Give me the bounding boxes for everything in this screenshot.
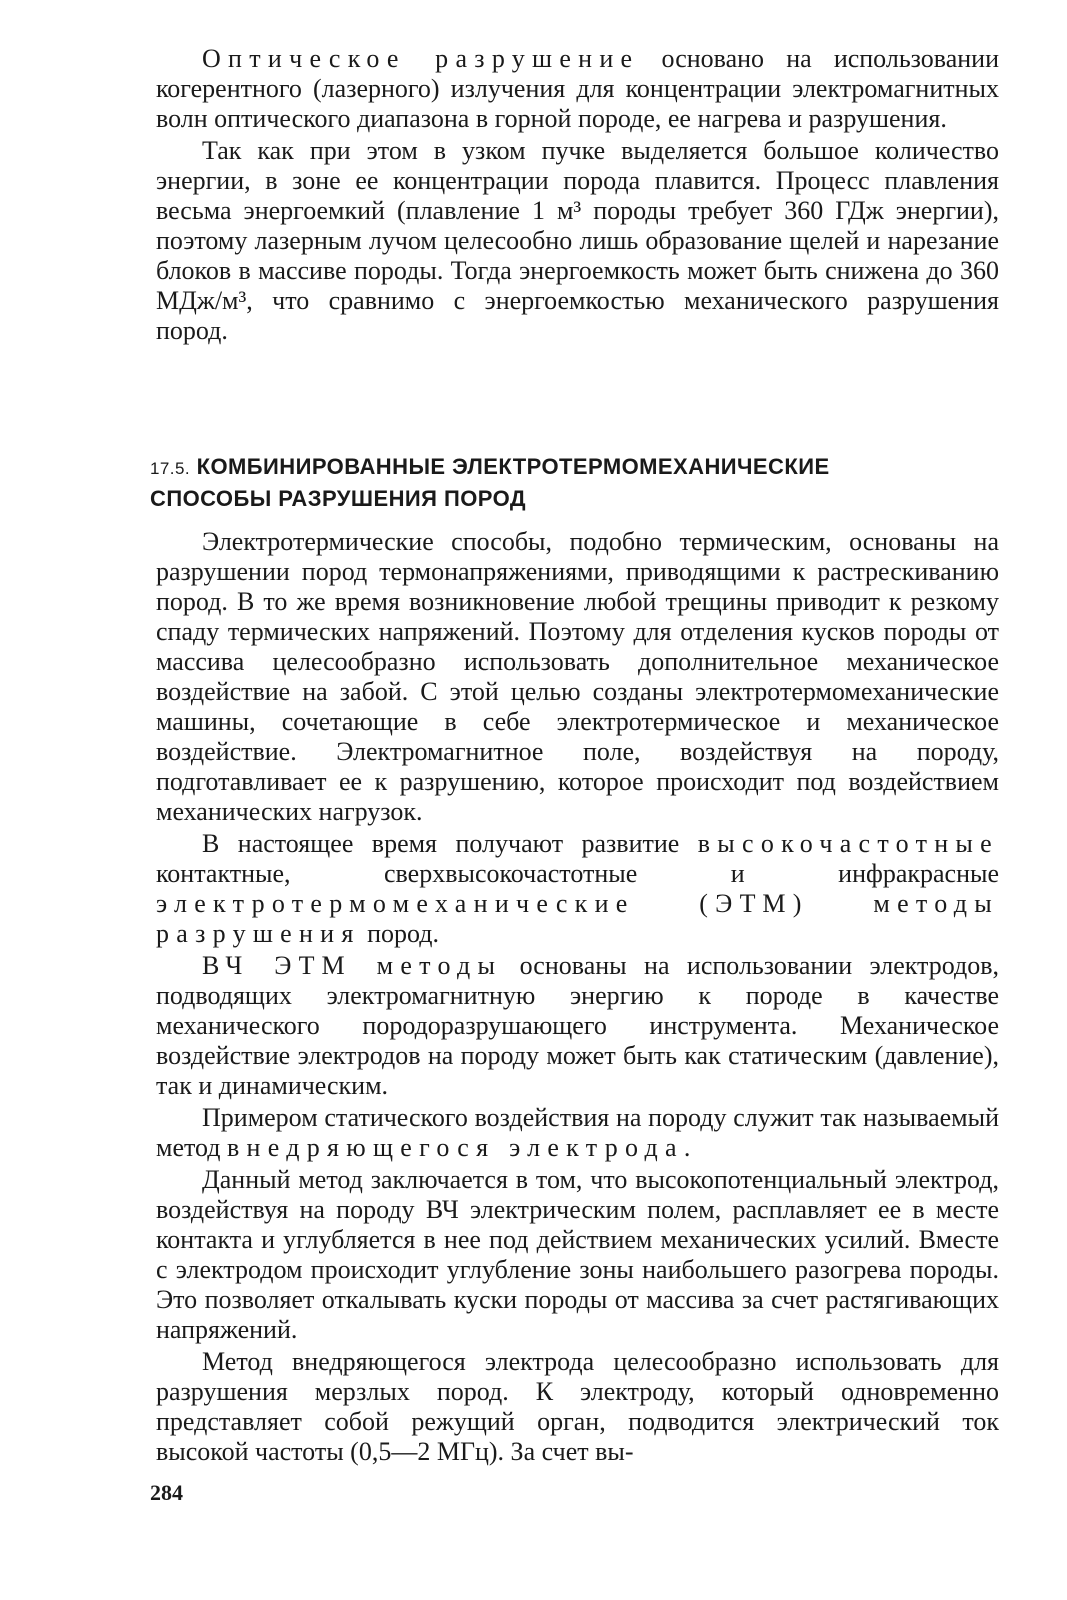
- page-number: 284: [150, 1480, 183, 1505]
- paragraph-electrothermal-methods: Электротермические способы, подобно термическим, основаны на разрушении пород термонапряжениями, приводящими к растрескиванию пород. В то же время возникновение любой трещины приводит к резкому спаду термических напряжений. Поэтому для отделения кусков породы от массива целесообразно использовать дополнительное механическое воздействие на забой. С этой целью созданы электротермомеханические машины, сочетающие в себе электротермическое и механическое воздействие. Электромагнитное поле, воздействуя на породу, подготавливает ее к разрушению, которое происходит под воздействием механических нагрузок.: [156, 527, 999, 826]
- heading-line-1: КОМБИНИРОВАННЫЕ ЭЛЕКТРОТЕРМОМЕХАНИЧЕСКИЕ: [196, 454, 830, 479]
- term-hf-etm: ВЧ ЭТМ методы: [202, 951, 503, 980]
- paragraph-frozen-rock: Метод внедряющегося электрода целесообразно использовать для разрушения мерзлых пород. К электроду, который одновременно представляет собой режущий орган, подводится электрический ток высокой частоты (0,5—2 МГц). За счет вы-: [156, 1347, 999, 1466]
- paragraph-laser-energy: Так как при этом в узком пучке выделяется большое количество энергии, в зоне ее концентрации порода плавится. Процесс плавления весьма энергоемкий (плавление 1 м³ породы требует 360 ГДж энергии), поэтому лазерным лучом целесообно лишь образование щелей и нарезание блоков в массиве породы. Тогда энергоемкость может быть снижена до 360 МДж/м³, что сравнимо с энергоемкостью механического разрушения пород.: [156, 136, 999, 345]
- paragraph-optical-destruction: [156, 44, 999, 134]
- term-penetrating-electrode: внедряющегося электрода: [227, 1133, 684, 1162]
- heading-line-2: СПОСОБЫ РАЗРУШЕНИЯ ПОРОД: [150, 486, 526, 511]
- section-optical: [156, 44, 999, 346]
- paragraph-current-development: [156, 829, 999, 949]
- section-heading: [150, 452, 1010, 514]
- paragraph-text: .: [683, 1133, 691, 1162]
- paragraph-text: основаны на использовании электродов, подводящих электромагнитную энергию к породе в качестве механического породоразрушающего инструмента. Механическое воздействие электродов на породу может быть как статическим (давление), так и динамическим.: [156, 951, 999, 1100]
- section-electrothermal: [156, 527, 999, 1467]
- paragraph-text: пород.: [360, 919, 440, 948]
- term-optical-destruction: Оптическое разрушение: [202, 44, 640, 73]
- paragraph-static-example: [156, 1103, 999, 1163]
- paragraph-hf-etm: [156, 951, 999, 1101]
- section-number: 17.5.: [150, 459, 191, 478]
- term-high-frequency: высокочастотные: [697, 829, 999, 858]
- paragraph-text: контактные, сверхвысокочастотные и инфракрасные: [156, 859, 999, 888]
- term-etm-methods: электротермомеханические (ЭТМ) методы разрушения: [156, 889, 999, 948]
- paragraph-text: В настоящее время получают развитие: [202, 829, 698, 858]
- paragraph-text: Примером статического воздействия на породу служит так называемый метод: [156, 1103, 999, 1162]
- paragraph-text: основано на использовании когерентного (лазерного) излучения для концентрации электромагнитных волн оптического диапазона в горной породе, ее нагрева и разрушения.: [156, 44, 1000, 133]
- paragraph-method-description: Данный метод заключается в том, что высокопотенциальный электрод, воздействуя на породу ВЧ электрическим полем, расплавляет ее в месте контакта и углубляется в нее под действием механических усилий. Вместе с электродом происходит углубление зоны наибольшего разогрева породы. Это позволяет откалывать куски породы от массива за счет растягивающих напряжений.: [156, 1165, 999, 1344]
